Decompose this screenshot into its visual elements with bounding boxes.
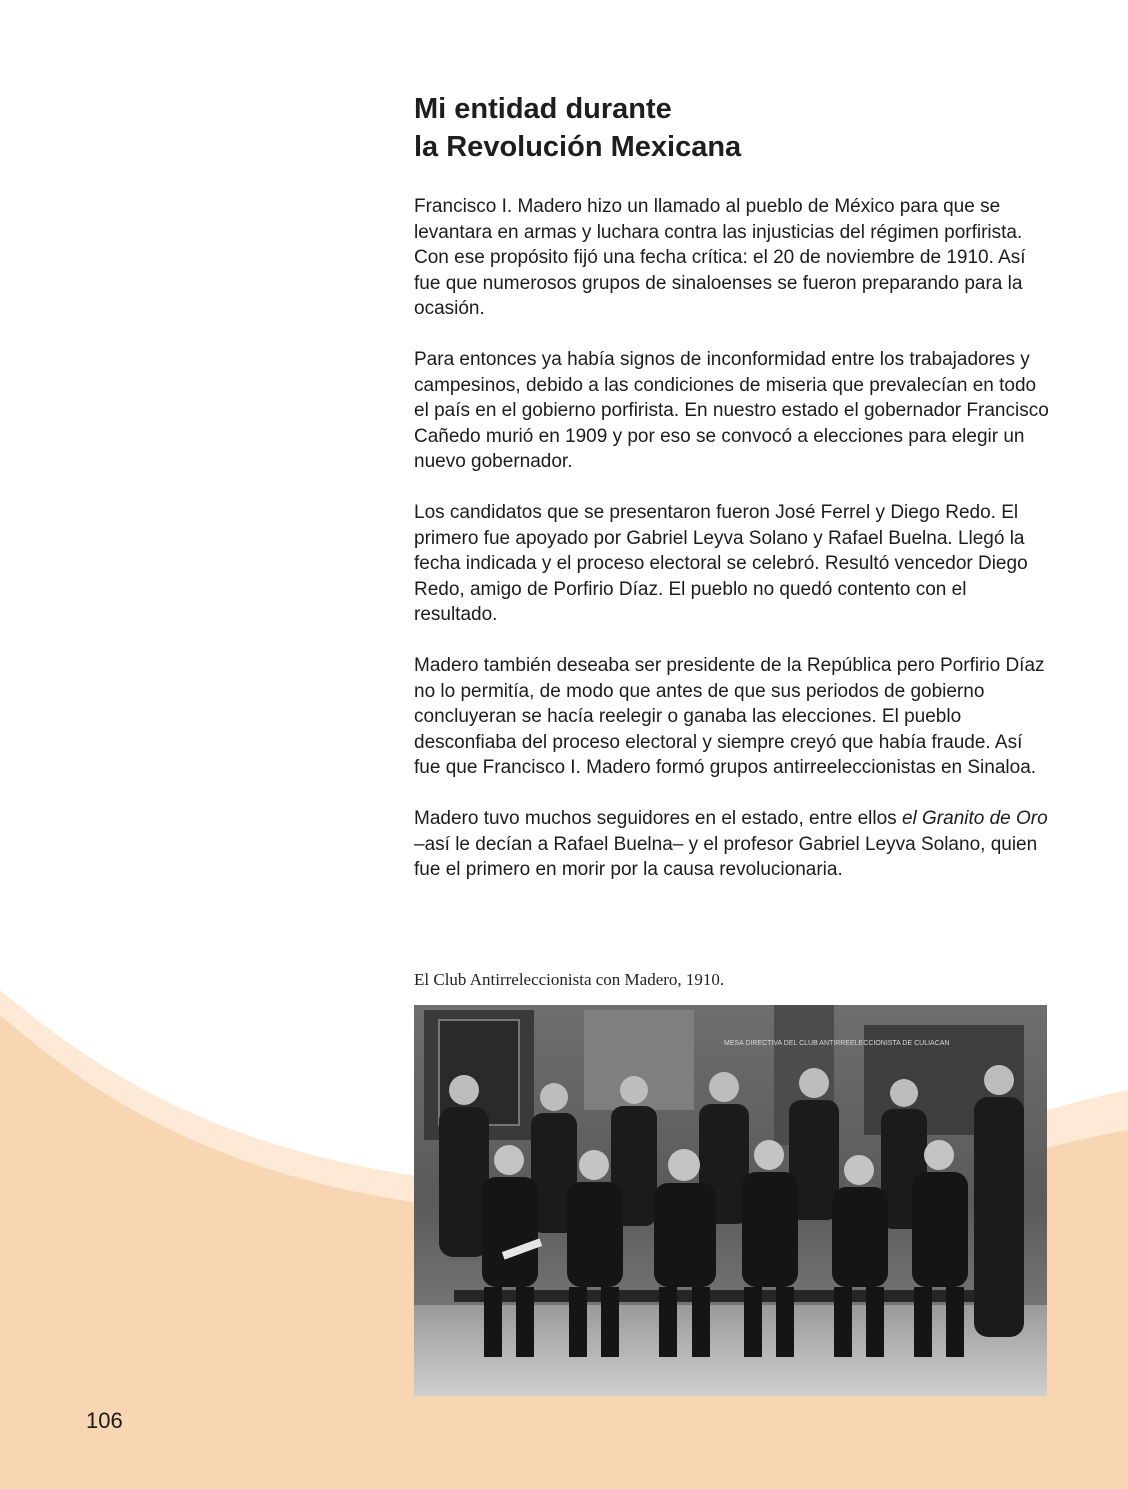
paragraph-5-italic: el Granito de Oro bbox=[901, 808, 1048, 829]
page-number: 106 bbox=[86, 1408, 123, 1433]
title-line-1: Mi entidad durante bbox=[414, 93, 672, 125]
article bbox=[414, 90, 1054, 883]
standing-man-7 bbox=[974, 1065, 1024, 1337]
paragraph-5-text-b: –así le decían a Rafael Buelna– y el profesor Gabriel Leyva Solano, quien fue el primero en morir por la causa revolucionaria. bbox=[414, 833, 1038, 880]
paragraph-1: Francisco I. Madero hizo un llamado al pueblo de México para que se levantara en armas y luchara contra las injusticias del régimen porfirista. Con ese propósito fijó una fecha crítica: el 20 de noviembre de 1910. Así fue que numerosos grupos de sinaloenses se fueron preparando para la ocasión. bbox=[414, 196, 1026, 319]
page-title bbox=[414, 90, 1054, 166]
photo-inscription: MESA DIRECTIVA DEL CLUB ANTIRREELECCIONISTA DE CULIACAN bbox=[724, 1040, 950, 1047]
historical-photo bbox=[414, 1005, 1047, 1396]
title-line-2: la Revolución Mexicana bbox=[414, 131, 742, 163]
paragraph-5 bbox=[414, 806, 1054, 883]
paragraph-3: Los candidatos que se presentaron fueron José Ferrel y Diego Redo. El primero fue apoyado por Gabriel Leyva Solano y Rafael Buelna. Llegó la fecha indicada y el proceso electoral se celebró. Resultó vencedor Diego Redo, amigo de Porfirio Díaz. El pueblo no quedó contento con el resultado. bbox=[414, 502, 1028, 625]
photo-caption: El Club Antirreleccionista con Madero, 1910. bbox=[414, 970, 725, 989]
paragraph-2: Para entonces ya había signos de inconformidad entre los trabajadores y campesinos, debido a las condiciones de miseria que prevalecían en todo el país en el gobierno porfirista. En nuestro estado el gobernador Francisco Cañedo murió en 1909 y por eso se convocó a elecciones para elegir un nuevo gobernador. bbox=[414, 349, 1049, 472]
paragraph-4: Madero también deseaba ser presidente de la República pero Porfirio Díaz no lo permitía, de modo que antes de que sus periodos de gobierno concluyeran se hacía reelegir o ganaba las elecciones. El pueblo desconfiaba del proceso electoral y siempre creyó que había fraude. Así fue que Francisco I. Madero formó grupos antirreeleccionistas en Sinaloa. bbox=[414, 655, 1045, 778]
paragraph-5-text-a: Madero tuvo muchos seguidores en el estado, entre ellos bbox=[414, 808, 902, 829]
